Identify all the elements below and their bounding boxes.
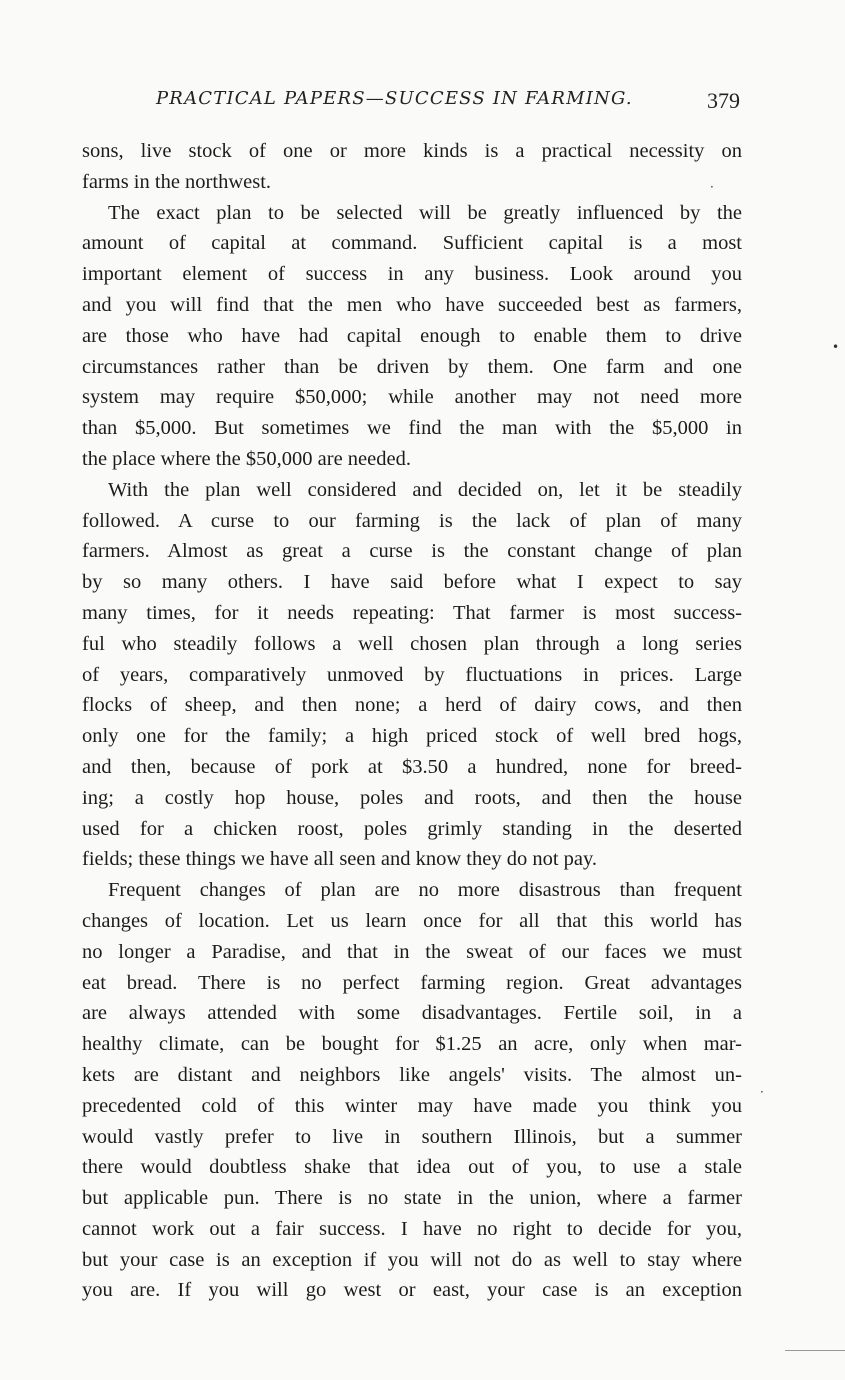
text-line: kets are distant and neighbors like angels' visits. The almost un- xyxy=(82,1063,742,1086)
text-line: and you will find that the men who have succeeded best as farmers, xyxy=(82,293,742,316)
body-text xyxy=(82,136,742,1302)
text-line: followed. A curse to our farming is the lack of plan of many xyxy=(82,509,742,532)
text-line: are those who have had capital enough to enable them to drive xyxy=(82,324,742,347)
text-line: amount of capital at command. Sufficient capital is a most xyxy=(82,232,742,255)
text-line: healthy climate, can be bought for $1.25 an acre, only when mar- xyxy=(82,1033,742,1056)
paragraph-first-line: Frequent changes of plan are no more disastrous than frequent xyxy=(108,879,742,902)
page-number: 379 xyxy=(707,88,740,113)
text-line: by so many others. I have said before what I expect to say xyxy=(82,571,742,594)
text-line: system may require $50,000; while another may not need more xyxy=(82,386,742,409)
text-line: precedented cold of this winter may have made you think you xyxy=(82,1094,742,1117)
text-line: flocks of sheep, and then none; a herd of dairy cows, and then xyxy=(82,694,742,717)
text-line: the place where the $50,000 are needed. xyxy=(82,447,411,470)
text-line: you are. If you will go west or east, your case is an exception xyxy=(82,1279,742,1302)
text-line: ful who steadily follows a well chosen plan through a long series xyxy=(82,632,742,655)
scan-speck: · xyxy=(760,1085,764,1099)
text-line: important element of success in any business. Look around you xyxy=(82,263,742,286)
text-line: are always attended with some disadvantages. Fertile soil, in a xyxy=(82,1002,742,1025)
running-head xyxy=(84,88,740,112)
scan-edge-line xyxy=(785,1350,845,1351)
text-line: of years, comparatively unmoved by fluctuations in prices. Large xyxy=(82,663,742,686)
text-line: and then, because of pork at $3.50 a hundred, none for breed- xyxy=(82,755,742,778)
text-line: fields; these things we have all seen and know they do not pay. xyxy=(82,848,598,871)
text-line: ing; a costly hop house, poles and roots, and then the house xyxy=(82,786,742,809)
running-title: PRACTICAL PAPERS—SUCCESS IN FARMING. xyxy=(156,88,633,109)
text-line: there would doubtless shake that idea out of you, to use a stale xyxy=(82,1156,742,1179)
text-line: sons, live stock of one or more kinds is a practical necessity on xyxy=(82,140,742,162)
text-line: eat bread. There is no perfect farming region. Great advantages xyxy=(82,971,742,994)
text-line: but applicable pun. There is no state in the union, where a farmer xyxy=(82,1187,742,1210)
text-line: cannot work out a fair success. I have no right to decide for you, xyxy=(82,1217,742,1240)
scan-speck: • xyxy=(832,340,840,354)
text-line: no longer a Paradise, and that in the sweat of our faces we must xyxy=(82,940,742,963)
text-line: circumstances rather than be driven by them. One farm and one xyxy=(82,355,742,378)
text-line: only one for the family; a high priced stock of well bred hogs, xyxy=(82,725,742,748)
text-line: many times, for it needs repeating: That farmer is most success- xyxy=(82,601,742,624)
scan-speck: · xyxy=(710,180,714,194)
paragraph-first-line: With the plan well considered and decided on, let it be steadily xyxy=(108,478,742,501)
text-line: but your case is an exception if you will not do as well to stay where xyxy=(82,1248,742,1271)
text-line: than $5,000. But sometimes we find the man with the $5,000 in xyxy=(82,417,742,440)
text-line: changes of location. Let us learn once for all that this world has xyxy=(82,909,742,932)
text-line: farms in the northwest. xyxy=(82,170,272,193)
text-line: farmers. Almost as great a curse is the constant change of plan xyxy=(82,540,742,563)
text-line: would vastly prefer to live in southern Illinois, but a summer xyxy=(82,1125,742,1148)
paragraph-first-line: The exact plan to be selected will be greatly influenced by the xyxy=(108,201,742,224)
text-line: used for a chicken roost, poles grimly standing in the deserted xyxy=(82,817,742,840)
